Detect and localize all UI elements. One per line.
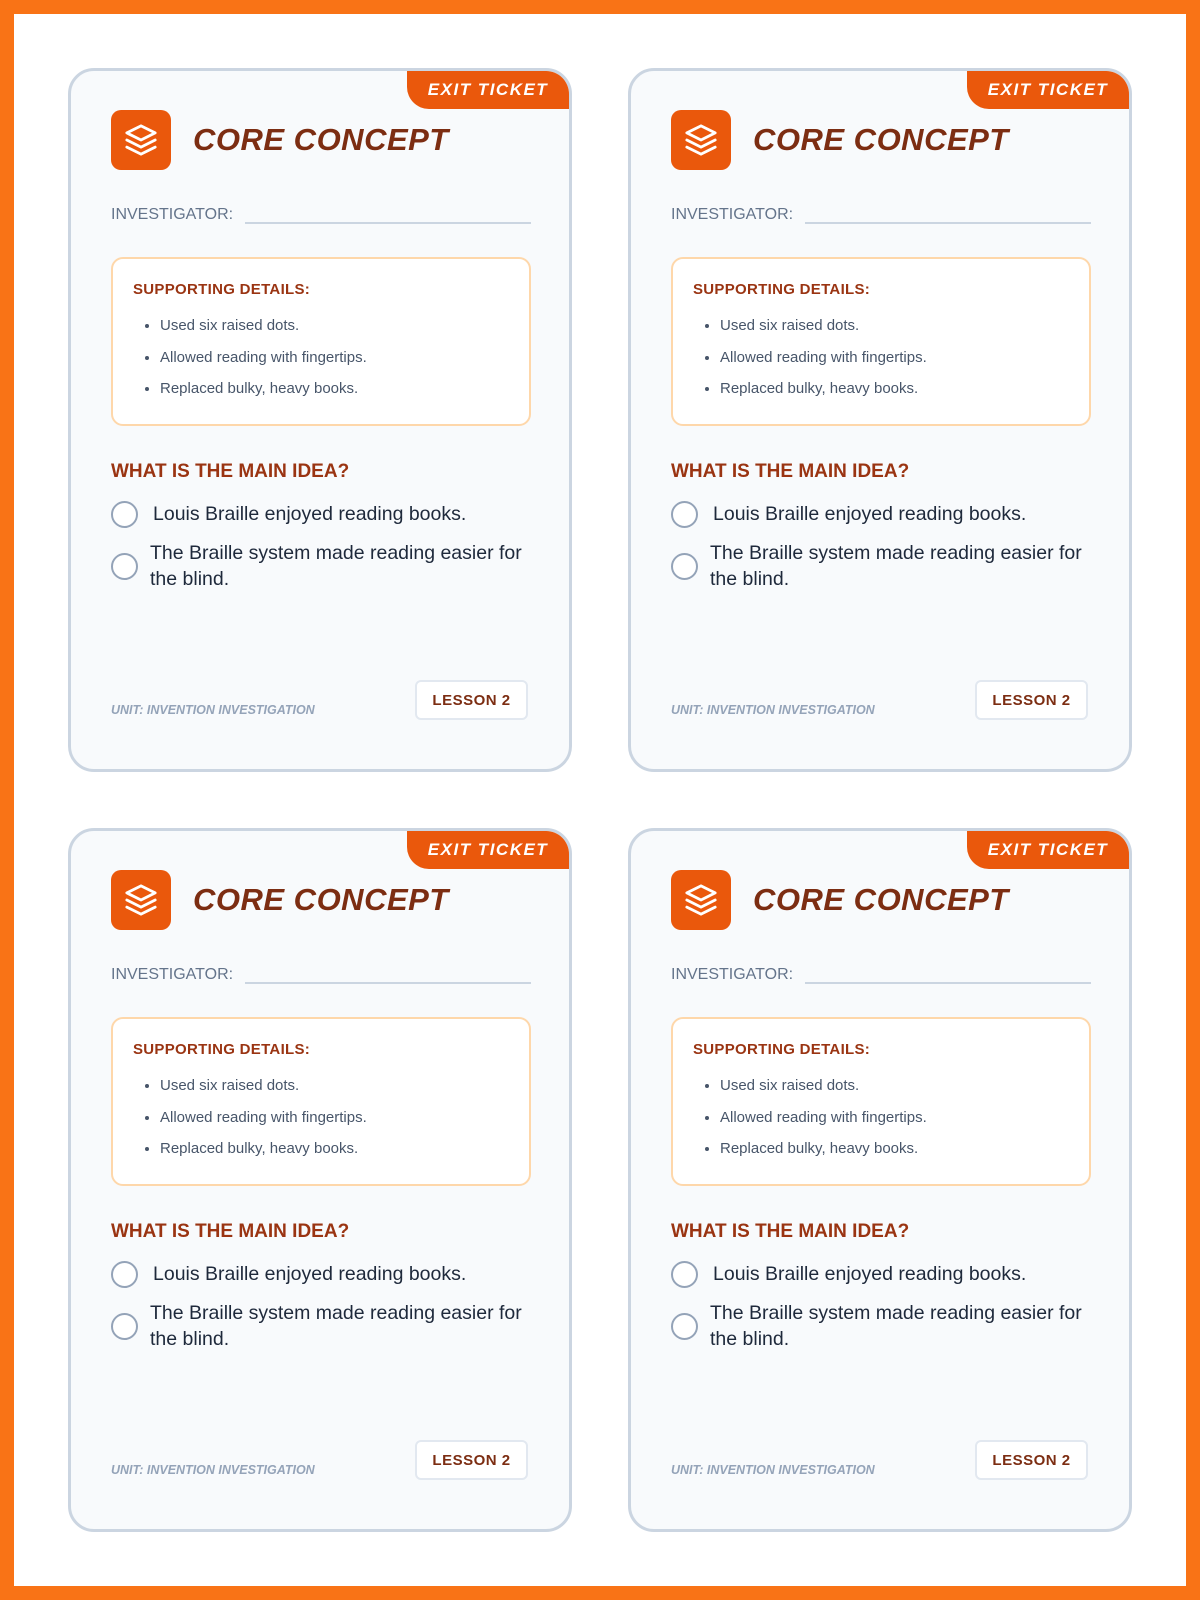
details-list	[693, 1070, 1069, 1165]
investigator-label: INVESTIGATOR:	[111, 206, 234, 223]
detail-item: • Used six raised dots.	[160, 1070, 509, 1102]
investigator-label: INVESTIGATOR:	[111, 966, 234, 983]
supporting-details-box	[111, 257, 531, 426]
card-header	[671, 110, 1009, 170]
main-idea-question: WHAT IS THE MAIN IDEA?	[671, 461, 910, 482]
detail-item: • Allowed reading with fingertips.	[160, 342, 509, 374]
unit-label: UNIT: INVENTION INVESTIGATION	[671, 1463, 875, 1477]
option-label: Louis Braille enjoyed reading books.	[153, 1263, 467, 1285]
main-idea-question: WHAT IS THE MAIN IDEA?	[671, 1221, 910, 1242]
exit-ticket-card	[628, 828, 1132, 1532]
supporting-details-title: SUPPORTING DETAILS:	[693, 1041, 871, 1058]
exit-ticket-card	[68, 828, 572, 1532]
main-idea-question: WHAT IS THE MAIN IDEA?	[111, 1221, 350, 1242]
answer-option-1[interactable]	[671, 1259, 1096, 1289]
radio-button[interactable]	[671, 553, 698, 580]
radio-button[interactable]	[671, 501, 698, 528]
supporting-details-title: SUPPORTING DETAILS:	[133, 281, 311, 298]
lesson-badge: LESSON 2	[975, 1440, 1088, 1480]
unit-label: UNIT: INVENTION INVESTIGATION	[671, 703, 875, 717]
investigator-field	[671, 204, 1091, 224]
option-label: The Braille system made reading easier for the blind.	[150, 542, 522, 590]
investigator-label: INVESTIGATOR:	[671, 206, 794, 223]
investigator-field	[111, 964, 531, 984]
details-list	[133, 1070, 509, 1165]
card-header	[111, 110, 449, 170]
answer-option-2[interactable]	[111, 538, 536, 594]
exit-ticket-ribbon: EXIT TICKET	[967, 71, 1129, 109]
layers-icon	[111, 110, 171, 170]
option-label: Louis Braille enjoyed reading books.	[713, 1263, 1027, 1285]
option-label: The Braille system made reading easier for the blind.	[710, 1302, 1082, 1350]
exit-ticket-ribbon: EXIT TICKET	[407, 831, 569, 869]
answer-option-2[interactable]	[671, 538, 1096, 594]
investigator-field	[671, 964, 1091, 984]
detail-item: • Allowed reading with fingertips.	[720, 342, 1069, 374]
detail-item: • Replaced bulky, heavy books.	[160, 373, 509, 405]
details-list	[133, 310, 509, 405]
detail-item: • Used six raised dots.	[720, 1070, 1069, 1102]
investigator-blank-line[interactable]	[805, 964, 1091, 984]
radio-button[interactable]	[671, 1261, 698, 1288]
card-title: CORE CONCEPT	[193, 122, 449, 157]
answer-option-1[interactable]	[111, 1259, 536, 1289]
lesson-badge: LESSON 2	[415, 1440, 528, 1480]
card-header	[671, 870, 1009, 930]
layers-icon	[111, 870, 171, 930]
investigator-field	[111, 204, 531, 224]
details-list	[693, 310, 1069, 405]
main-idea-question: WHAT IS THE MAIN IDEA?	[111, 461, 350, 482]
option-label: The Braille system made reading easier for the blind.	[150, 1302, 522, 1350]
detail-item: • Allowed reading with fingertips.	[720, 1102, 1069, 1134]
radio-button[interactable]	[111, 1261, 138, 1288]
card-title: CORE CONCEPT	[193, 882, 449, 917]
supporting-details-box	[111, 1017, 531, 1186]
layers-icon	[671, 110, 731, 170]
exit-ticket-ribbon: EXIT TICKET	[967, 831, 1129, 869]
answer-option-2[interactable]	[111, 1298, 536, 1354]
radio-button[interactable]	[111, 501, 138, 528]
detail-item: • Used six raised dots.	[720, 310, 1069, 342]
answer-option-2[interactable]	[671, 1298, 1096, 1354]
detail-item: • Replaced bulky, heavy books.	[160, 1133, 509, 1165]
worksheet-page	[14, 14, 1186, 1586]
supporting-details-box	[671, 1017, 1091, 1186]
unit-label: UNIT: INVENTION INVESTIGATION	[111, 703, 315, 717]
investigator-blank-line[interactable]	[245, 964, 531, 984]
layers-icon	[671, 870, 731, 930]
card-title: CORE CONCEPT	[753, 122, 1009, 157]
supporting-details-box	[671, 257, 1091, 426]
detail-item: • Replaced bulky, heavy books.	[720, 373, 1069, 405]
card-grid	[68, 68, 1132, 1532]
radio-button[interactable]	[671, 1313, 698, 1340]
supporting-details-title: SUPPORTING DETAILS:	[133, 1041, 311, 1058]
exit-ticket-card	[68, 68, 572, 772]
answer-option-1[interactable]	[671, 499, 1096, 529]
option-label: Louis Braille enjoyed reading books.	[153, 503, 467, 525]
exit-ticket-card	[628, 68, 1132, 772]
card-title: CORE CONCEPT	[753, 882, 1009, 917]
detail-item: • Allowed reading with fingertips.	[160, 1102, 509, 1134]
card-header	[111, 870, 449, 930]
option-label: Louis Braille enjoyed reading books.	[713, 503, 1027, 525]
lesson-badge: LESSON 2	[415, 680, 528, 720]
detail-item: • Used six raised dots.	[160, 310, 509, 342]
detail-item: • Replaced bulky, heavy books.	[720, 1133, 1069, 1165]
investigator-blank-line[interactable]	[805, 204, 1091, 224]
unit-label: UNIT: INVENTION INVESTIGATION	[111, 1463, 315, 1477]
radio-button[interactable]	[111, 553, 138, 580]
lesson-badge: LESSON 2	[975, 680, 1088, 720]
investigator-blank-line[interactable]	[245, 204, 531, 224]
option-label: The Braille system made reading easier for the blind.	[710, 542, 1082, 590]
answer-option-1[interactable]	[111, 499, 536, 529]
supporting-details-title: SUPPORTING DETAILS:	[693, 281, 871, 298]
exit-ticket-ribbon: EXIT TICKET	[407, 71, 569, 109]
investigator-label: INVESTIGATOR:	[671, 966, 794, 983]
radio-button[interactable]	[111, 1313, 138, 1340]
